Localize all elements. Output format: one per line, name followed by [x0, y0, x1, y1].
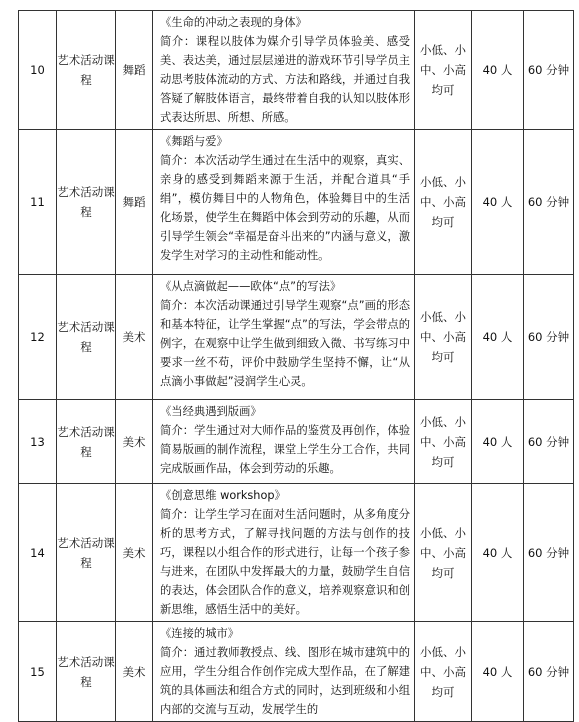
- table-row: [19, 484, 574, 622]
- row-number: 10: [19, 11, 57, 130]
- course-title: 《舞蹈与爱》: [160, 135, 228, 148]
- course-duration: 60 分钟: [524, 622, 574, 722]
- course-subject: 美术: [116, 622, 153, 722]
- course-subject: 舞蹈: [116, 11, 153, 130]
- course-category: 艺术活动课程: [57, 130, 116, 275]
- grade-level: 小低、小中、小高均可: [415, 484, 472, 622]
- course-category: 艺术活动课程: [57, 484, 116, 622]
- course-title: 《创意思维 workshop》: [160, 489, 286, 502]
- course-intro: 简介：本次活动课通过引导学生观察“点”画的形态和基本特征，让学生掌握“点”的写法，学会带点的例字，在观察中让学生做到细致入微、书写练习中要求一丝不苟，评价中鼓励学生坚持不懈，让“从点滴小事做起”浸润学生心灵。: [160, 299, 410, 388]
- grade-level: 小低、小中、小高均可: [415, 275, 472, 400]
- course-duration: 60 分钟: [524, 275, 574, 400]
- participant-count: 40 人: [472, 130, 524, 275]
- table-row: [19, 622, 574, 722]
- course-title: 《从点滴做起——欧体“点”的写法》: [160, 280, 342, 293]
- participant-count: 40 人: [472, 400, 524, 484]
- course-description: [153, 275, 415, 400]
- course-description: [153, 622, 415, 722]
- row-number: 14: [19, 484, 57, 622]
- participant-count: 40 人: [472, 622, 524, 722]
- course-description: [153, 130, 415, 275]
- course-subject: 舞蹈: [116, 130, 153, 275]
- course-category: 艺术活动课程: [57, 622, 116, 722]
- course-description: [153, 400, 415, 484]
- grade-level: 小低、小中、小高均可: [415, 622, 472, 722]
- course-subject: 美术: [116, 275, 153, 400]
- course-title: 《生命的冲动之表现的身体》: [160, 16, 307, 29]
- course-intro: 简介：让学生学习在面对生活问题时，从多角度分析的思考方式，了解寻找问题的方法与创作的技巧，课程以小组合作的形式进行，让每一个孩子参与进来，在团队中发挥最大的力量，鼓励学生自信的表达，体会团队合作的意义，培养观察意识和创新思维，感悟生活中的美好。: [160, 508, 410, 616]
- course-subject: 美术: [116, 400, 153, 484]
- row-number: 12: [19, 275, 57, 400]
- course-title: 《当经典遇到版画》: [160, 405, 262, 418]
- participant-count: 40 人: [472, 11, 524, 130]
- course-table: [18, 10, 574, 722]
- course-category: 艺术活动课程: [57, 11, 116, 130]
- table-row: [19, 11, 574, 130]
- course-category: 艺术活动课程: [57, 275, 116, 400]
- table-row: [19, 130, 574, 275]
- row-number: 11: [19, 130, 57, 275]
- course-duration: 60 分钟: [524, 400, 574, 484]
- course-duration: 60 分钟: [524, 484, 574, 622]
- course-intro: 简介：学生通过对大师作品的鉴赏及再创作，体验简易版画的制作流程，课堂上学生分工合作，共同完成版画作品，体会到劳动的乐趣。: [160, 424, 410, 475]
- row-number: 15: [19, 622, 57, 722]
- grade-level: 小低、小中、小高均可: [415, 400, 472, 484]
- course-intro: 简介：课程以肢体为媒介引导学员体验美、感受美、表达美，通过层层递进的游戏环节引导学员主动思考肢体流动的方式、方法和路线，并通过自我答疑了解肢体语言，最终带着自我的认知以肢体形式表达所思、所想、所感。: [160, 35, 410, 124]
- course-subject: 美术: [116, 484, 153, 622]
- participant-count: 40 人: [472, 484, 524, 622]
- course-description: [153, 484, 415, 622]
- course-duration: 60 分钟: [524, 11, 574, 130]
- course-intro: 简介：通过教师教授点、线、图形在城市建筑中的应用，学生分组合作创作完成大型作品，在了解建筑的具体画法和组合方式的同时，达到班级和小组内部的交流与互动，发展学生的: [160, 646, 410, 716]
- table-row: [19, 275, 574, 400]
- course-description: [153, 11, 415, 130]
- course-duration: 60 分钟: [524, 130, 574, 275]
- grade-level: 小低、小中、小高均可: [415, 11, 472, 130]
- course-category: 艺术活动课程: [57, 400, 116, 484]
- course-intro: 简介：本次活动学生通过在生活中的观察，真实、亲身的感受到舞蹈来源于生活，并配合道具“手绢”，模仿舞目中的人物角色，体验舞目中的生活化场景，使学生在舞蹈中体会到劳动的乐趣，从而引导学生领会“幸福是奋斗出来的”内涵与意义，激发学生对学习的主动性和能动性。: [160, 154, 410, 262]
- grade-level: 小低、小中、小高均可: [415, 130, 472, 275]
- course-title: 《连接的城市》: [160, 627, 240, 640]
- table-row: [19, 400, 574, 484]
- participant-count: 40 人: [472, 275, 524, 400]
- row-number: 13: [19, 400, 57, 484]
